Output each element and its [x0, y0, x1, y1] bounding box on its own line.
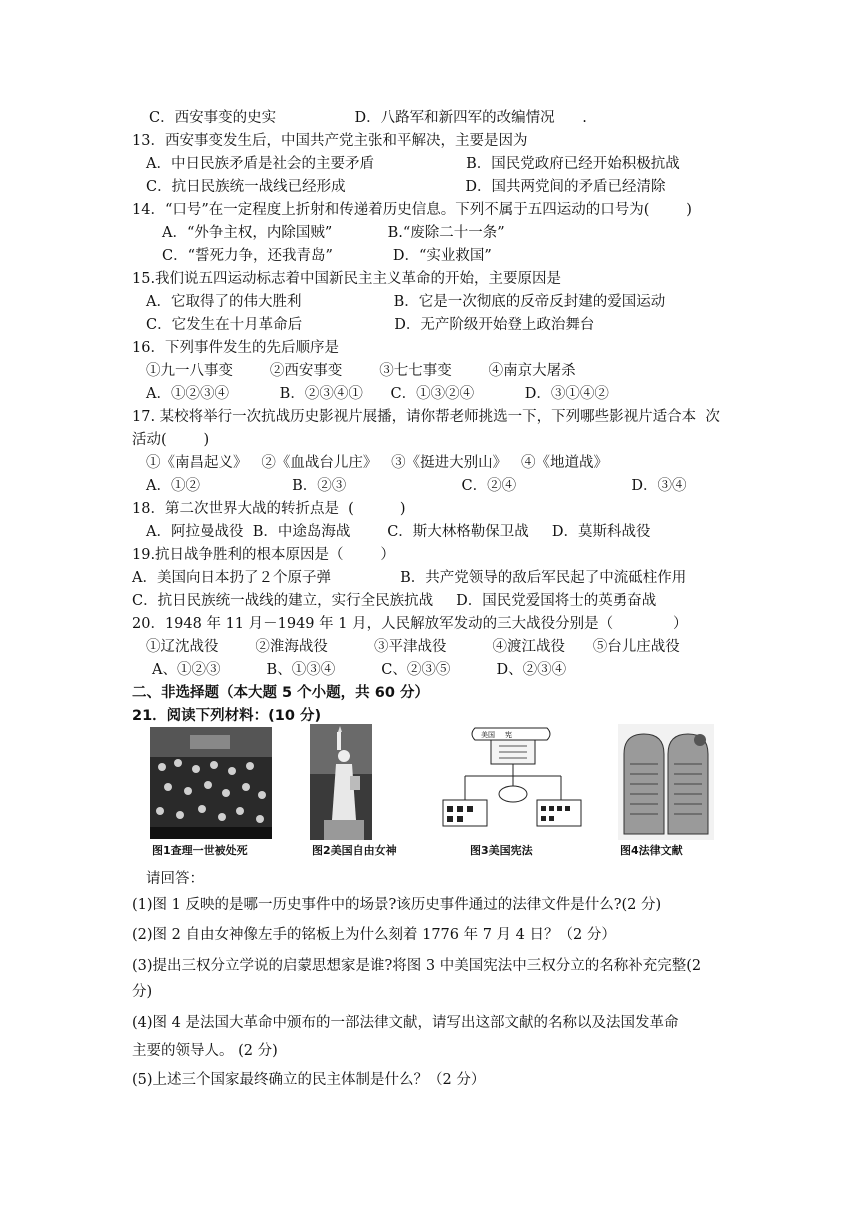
line-q13-ab: A．中日民族矛盾是社会的主要矛盾 B．国民党政府已经开始积极抗战 [146, 156, 680, 172]
line-q13-cd: C．抗日民族统一战线已经形成 D．国共两党间的矛盾已经清除 [146, 179, 666, 195]
line-q17-stem: 17. 某校将举行一次抗战历史影视片展播，请你帮老师挑选一下，下列哪些影视片适合本 次 [132, 409, 720, 425]
line-q13-stem: 13．西安事变发生后，中国共产党主张和平解决，主要是因为 [132, 133, 528, 149]
line-q19-cd: C．抗日民族统一战线的建立，实行全民族抗战 D．国民党爱国将士的英勇奋战 [132, 593, 657, 609]
line-please-answer: 请回答： [146, 871, 204, 887]
line-q15-cd: C．它发生在十月革命后 D．无产阶级开始登上政治舞台 [146, 317, 595, 333]
line-q21-5: (5)上述三个国家最终确立的民主体制是什么？（2 分） [132, 1072, 486, 1088]
line-q21-1: (1)图 1 反映的是哪一历史事件中的场景?该历史事件通过的法律文件是什么?(2 分) [132, 897, 662, 913]
section-heading: 二、非选择题（本大题 5 个小题，共 60 分） [132, 685, 429, 701]
line-q20-options: A、①②③ B、①③④ C、②③⑤ D、②③④ [152, 662, 567, 678]
line-q16-stem: 16．下列事件发生的先后顺序是 [132, 340, 339, 356]
line-q17-items: ①《南昌起义》 ②《血战台儿庄》 ③《挺进大别山》 ④《地道战》 [146, 455, 608, 471]
figure-1-caption: 图1查理一世被处死 [152, 844, 248, 857]
line-q18-stem: 18．第二次世界大战的转折点是 ( ) [132, 501, 406, 517]
figure-3-scroll-label-2: 宪 [505, 731, 512, 739]
line-q14-ab: A．“外争主权，内除国贼” B.“废除二十一条” [162, 225, 505, 241]
figure-2-caption: 图2美国自由女神 [312, 844, 397, 857]
line-q19-stem: 19.抗日战争胜利的根本原因是（ ） [132, 547, 395, 563]
line-q20-items: ①辽沈战役 ②淮海战役 ③平津战役 ④渡江战役 ⑤台儿庄战役 [146, 639, 680, 655]
line-q15-ab: A．它取得了的伟大胜利 B．它是一次彻底的反帝反封建的爱国运动 [146, 294, 666, 310]
figure-4-caption: 图4法律文献 [620, 844, 683, 857]
figures-strip [150, 722, 720, 862]
line-q19-ab: A．美国向日本扔了２个原子弹 B．共产党领导的敌后军民起了中流砥柱作用 [132, 570, 687, 586]
line-q16-options: A．①②③④ B．②③④① C．①③②④ D．③①④② [146, 386, 609, 402]
figure-1-execution-image [150, 727, 272, 839]
figure-4-tablets-image [618, 724, 714, 840]
line-q14-cd: C．“誓死力争，还我青岛” D．“实业救国” [162, 248, 492, 264]
line-q15-stem: 15.我们说五四运动标志着中国新民主主义革命的开始，主要原因是 [132, 271, 562, 287]
line-q21-4: (4)图 4 是法国大革命中颁布的一部法律文献，请写出这部文献的名称以及法国发革命 [132, 1015, 679, 1031]
line-q12-options: C．西安事变的史实 D．八路军和新四军的改编情况 . [149, 110, 587, 126]
figure-3-scroll-label: 美国 [481, 731, 495, 739]
line-q21-2: (2)图 2 自由女神像左手的铭板上为什么刻着 1776 年 7 月 4 日？（2 分） [132, 927, 616, 943]
line-q21-3-cont: 分) [132, 984, 153, 1000]
line-q20-stem: 20．1948 年 11 月－1949 年 1 月，人民解放军发动的三大战役分别是（ ） [132, 616, 688, 632]
line-q18-options: A．阿拉曼战役 B．中途岛海战 C．斯大林格勒保卫战 D．莫斯科战役 [146, 524, 651, 540]
line-q17-options: A．①② B．②③ C．②④ D．③④ [146, 478, 687, 494]
line-q17-stem-cont: 活动( ) [132, 432, 210, 448]
line-q21-4-cont: 主要的领导人。 (2 分) [132, 1043, 278, 1059]
figure-2-statue-image [310, 724, 372, 840]
figure-3-caption: 图3美国宪法 [470, 844, 533, 857]
figure-3-constitution-diagram [435, 722, 585, 840]
line-q21-3: (3)提出三权分立学说的启蒙思想家是谁?将图 3 中美国宪法中三权分立的名称补充完整(2 [132, 958, 702, 974]
line-q21-stem: 21．阅读下列材料：(10 分) [132, 708, 322, 724]
line-q16-items: ①九一八事变 ②西安事变 ③七七事变 ④南京大屠杀 [146, 363, 576, 379]
line-q14-stem: 14．“口号”在一定程度上折射和传递着历史信息。下列不属于五四运动的口号为( ) [132, 202, 692, 218]
